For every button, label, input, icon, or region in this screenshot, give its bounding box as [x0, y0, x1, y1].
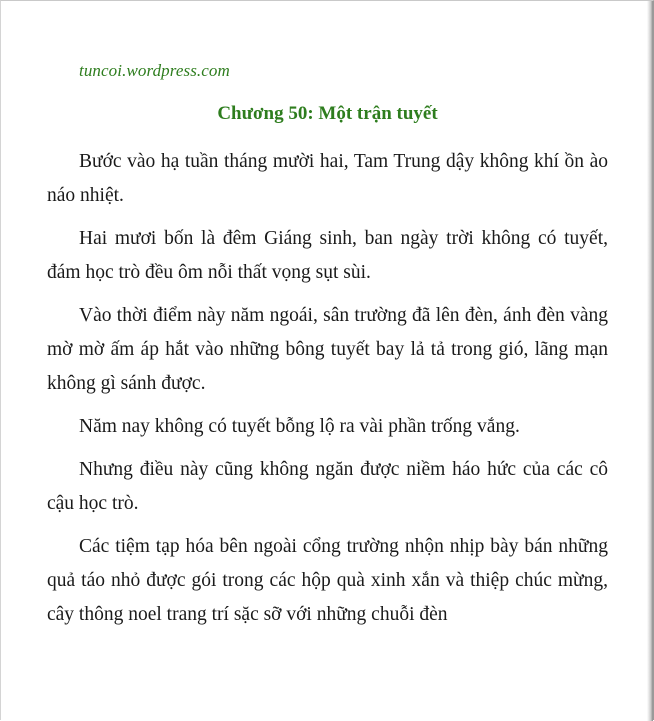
paragraph-6: Các tiệm tạp hóa bên ngoài cổng trường nhộn nhịp bày bán những quả táo nhỏ được gói trong các hộp quà xinh xắn và thiệp chúc mừng, cây thông noel trang trí sặc sỡ với những chuỗi đèn	[47, 536, 608, 625]
paragraph-3: Vào thời điểm này năm ngoái, sân trường đã lên đèn, ánh đèn vàng mờ mờ ấm áp hắt vào những bông tuyết bay lả tả trong gió, lãng mạn không gì sánh được.	[47, 305, 608, 394]
paragraph-1: Bước vào hạ tuần tháng mười hai, Tam Trung dậy không khí ồn ào náo nhiệt.	[47, 151, 608, 206]
paragraph-5: Nhưng điều này cũng không ngăn được niềm háo hức của các cô cậu học trò.	[47, 459, 608, 514]
chapter-body	[47, 145, 608, 632]
paragraph-2: Hai mươi bốn là đêm Giáng sinh, ban ngày trời không có tuyết, đám học trò đều ôm nỗi thất vọng sụt sùi.	[47, 228, 608, 283]
chapter-title: Chương 50: Một trận tuyết	[217, 103, 438, 124]
site-url: tuncoi.wordpress.com	[79, 61, 230, 80]
page-edge-shadow	[647, 1, 653, 721]
paragraph-4: Năm nay không có tuyết bỗng lộ ra vài phần trống vắng.	[79, 416, 520, 437]
